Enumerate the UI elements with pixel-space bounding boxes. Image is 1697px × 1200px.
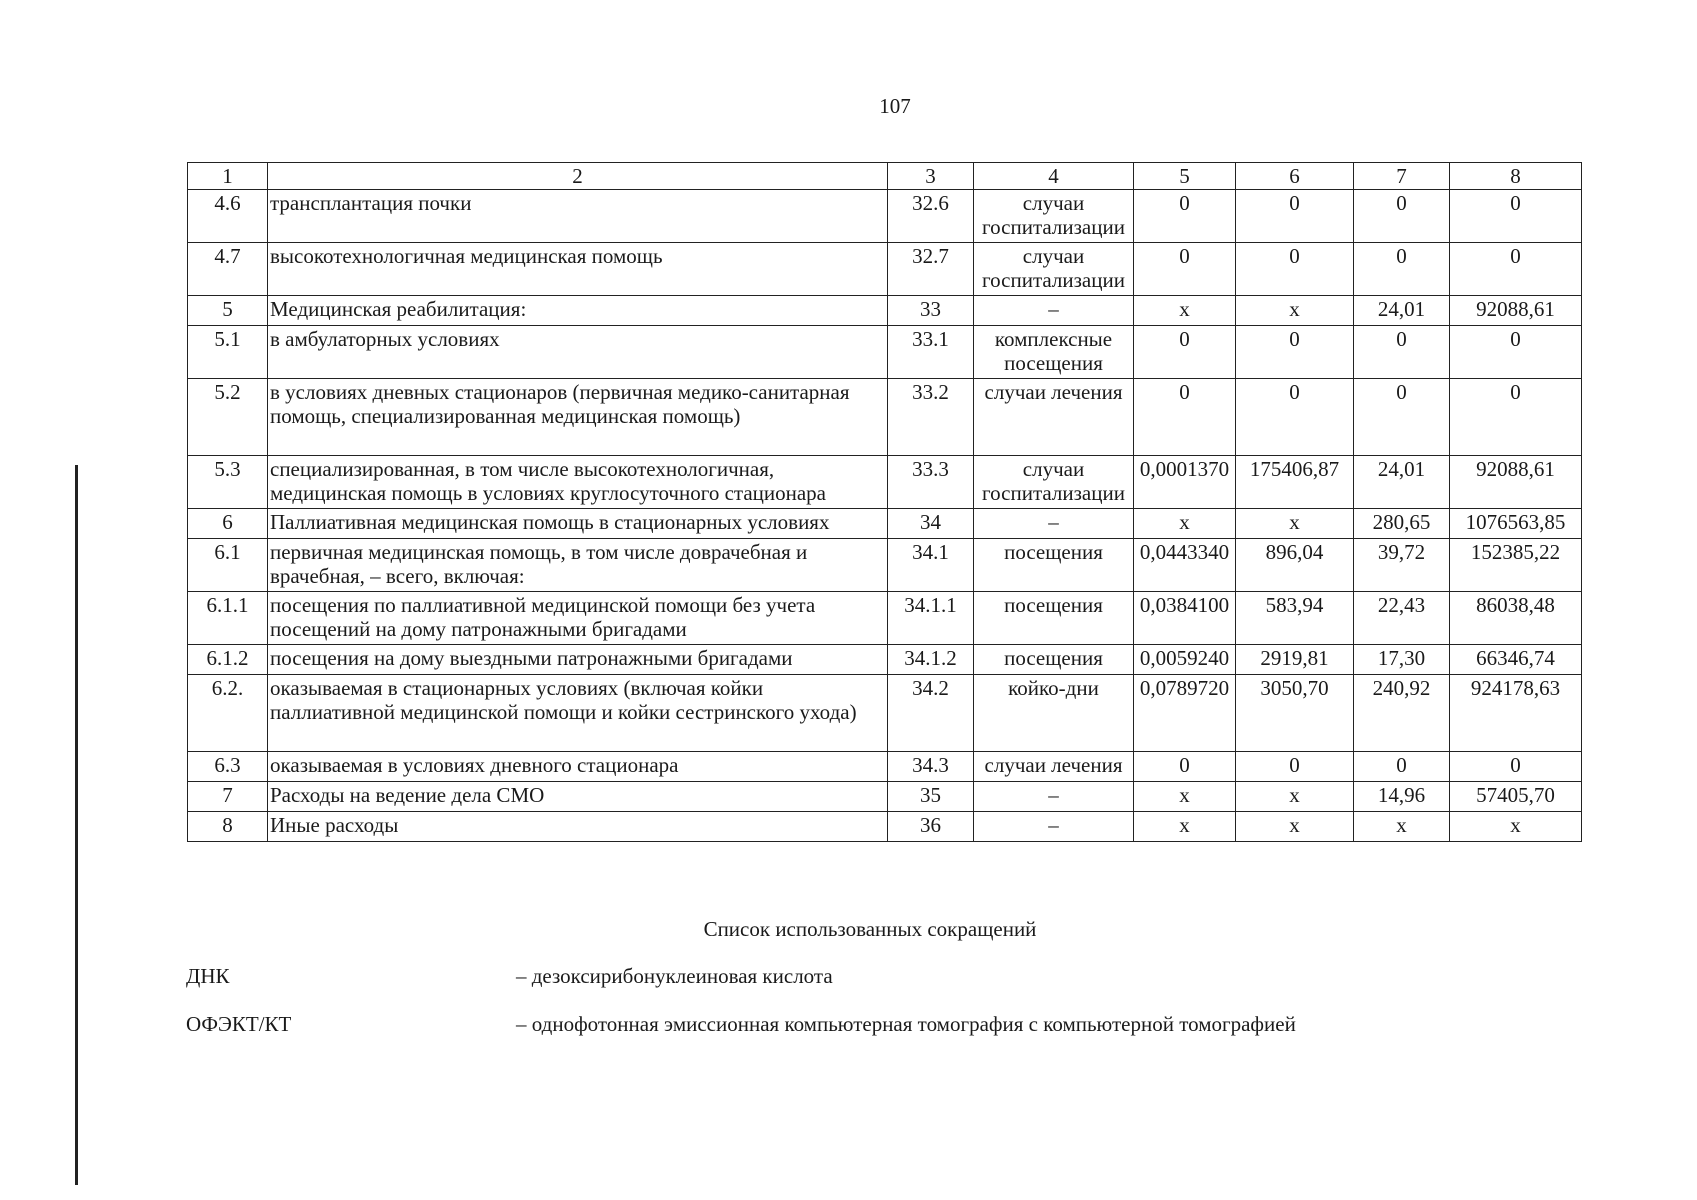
- volume-norm-cell: х: [1134, 782, 1236, 812]
- header-cell: 7: [1354, 163, 1450, 190]
- table-row: [188, 645, 1582, 675]
- table-row: [188, 243, 1582, 296]
- unit-cell: случаи лечения: [974, 379, 1134, 456]
- table-row: [188, 812, 1582, 842]
- cost-norm-cell: 0: [1236, 243, 1354, 296]
- header-cell: 6: [1236, 163, 1354, 190]
- volume-norm-cell: 0: [1134, 243, 1236, 296]
- row-number-cell: 5.1: [188, 326, 268, 379]
- line-code-cell: 34: [888, 509, 974, 539]
- per-capita-cell: 14,96: [1354, 782, 1450, 812]
- cost-norm-cell: 0: [1236, 752, 1354, 782]
- unit-cell: случаи госпитализации: [974, 456, 1134, 509]
- row-number-cell: 6.3: [188, 752, 268, 782]
- row-number-cell: 4.6: [188, 190, 268, 243]
- indicator-name-cell: Расходы на ведение дела СМО: [268, 782, 888, 812]
- row-number-cell: 5.2: [188, 379, 268, 456]
- volume-norm-cell: 0: [1134, 752, 1236, 782]
- volume-norm-cell: 0,0384100: [1134, 592, 1236, 645]
- indicator-name-cell: высокотехнологичная медицинская помощь: [268, 243, 888, 296]
- volume-norm-cell: 0,0789720: [1134, 675, 1236, 752]
- per-capita-cell: х: [1354, 812, 1450, 842]
- table-row: [188, 326, 1582, 379]
- indicator-name-cell: Иные расходы: [268, 812, 888, 842]
- volume-norm-cell: 0,0443340: [1134, 539, 1236, 592]
- volume-norm-cell: 0: [1134, 326, 1236, 379]
- unit-cell: койко-дни: [974, 675, 1134, 752]
- cost-norm-cell: 175406,87: [1236, 456, 1354, 509]
- indicator-name-cell: в амбулаторных условиях: [268, 326, 888, 379]
- total-cost-cell: 92088,61: [1450, 296, 1582, 326]
- row-number-cell: 6.1.1: [188, 592, 268, 645]
- line-code-cell: 36: [888, 812, 974, 842]
- total-cost-cell: 0: [1450, 326, 1582, 379]
- per-capita-cell: 22,43: [1354, 592, 1450, 645]
- page-number: 107: [879, 94, 911, 118]
- cost-norm-cell: 0: [1236, 326, 1354, 379]
- unit-cell: –: [974, 509, 1134, 539]
- volume-norm-cell: х: [1134, 812, 1236, 842]
- cost-norm-cell: 2919,81: [1236, 645, 1354, 675]
- cost-norm-cell: х: [1236, 296, 1354, 326]
- line-code-cell: 33.3: [888, 456, 974, 509]
- abbreviation-definition: – однофотонная эмиссионная компьютерная томография с компьютерной томографией: [516, 1012, 1296, 1036]
- total-cost-cell: х: [1450, 812, 1582, 842]
- per-capita-cell: 0: [1354, 752, 1450, 782]
- total-cost-cell: 0: [1450, 243, 1582, 296]
- unit-cell: случаи госпитализации: [974, 190, 1134, 243]
- header-cell: 3: [888, 163, 974, 190]
- header-cell: 2: [268, 163, 888, 190]
- indicator-name-cell: посещения по паллиативной медицинской помощи без учета посещений на дому патронажными бригадами: [268, 592, 888, 645]
- table-row: [188, 190, 1582, 243]
- total-cost-cell: 152385,22: [1450, 539, 1582, 592]
- volume-norm-cell: 0,0001370: [1134, 456, 1236, 509]
- indicator-name-cell: специализированная, в том числе высокотехнологичная, медицинская помощь в условиях круглосуточного стационара: [268, 456, 888, 509]
- row-number-cell: 6.2.: [188, 675, 268, 752]
- per-capita-cell: 0: [1354, 243, 1450, 296]
- line-code-cell: 34.1.1: [888, 592, 974, 645]
- table-row: [188, 675, 1582, 752]
- row-number-cell: 8: [188, 812, 268, 842]
- cost-norm-cell: 0: [1236, 190, 1354, 243]
- abbreviations-title: Список использованных сокращений: [703, 917, 1037, 941]
- cost-norm-cell: х: [1236, 812, 1354, 842]
- line-code-cell: 32.7: [888, 243, 974, 296]
- total-cost-cell: 92088,61: [1450, 456, 1582, 509]
- indicator-name-cell: первичная медицинская помощь, в том числе доврачебная и врачебная, – всего, включая:: [268, 539, 888, 592]
- unit-cell: случаи лечения: [974, 752, 1134, 782]
- per-capita-cell: 24,01: [1354, 456, 1450, 509]
- line-code-cell: 34.1.2: [888, 645, 974, 675]
- line-code-cell: 34.3: [888, 752, 974, 782]
- row-number-cell: 6: [188, 509, 268, 539]
- data-table-container: [187, 162, 1582, 842]
- per-capita-cell: 0: [1354, 379, 1450, 456]
- unit-cell: посещения: [974, 592, 1134, 645]
- header-cell: 5: [1134, 163, 1236, 190]
- indicator-name-cell: посещения на дому выездными патронажными бригадами: [268, 645, 888, 675]
- total-cost-cell: 924178,63: [1450, 675, 1582, 752]
- table-header-row: [188, 163, 1582, 190]
- table-row: [188, 456, 1582, 509]
- per-capita-cell: 280,65: [1354, 509, 1450, 539]
- table-row: [188, 539, 1582, 592]
- cost-norm-cell: 583,94: [1236, 592, 1354, 645]
- indicator-name-cell: оказываемая в условиях дневного стационара: [268, 752, 888, 782]
- header-cell: 4: [974, 163, 1134, 190]
- total-cost-cell: 0: [1450, 379, 1582, 456]
- volume-norm-cell: 0: [1134, 190, 1236, 243]
- abbreviation-term: ОФЭКТ/КТ: [186, 1012, 292, 1036]
- row-number-cell: 5.3: [188, 456, 268, 509]
- per-capita-cell: 17,30: [1354, 645, 1450, 675]
- total-cost-cell: 1076563,85: [1450, 509, 1582, 539]
- scan-margin-line: [75, 465, 78, 1185]
- line-code-cell: 33.1: [888, 326, 974, 379]
- header-cell: 1: [188, 163, 268, 190]
- header-cell: 8: [1450, 163, 1582, 190]
- indicator-name-cell: оказываемая в стационарных условиях (включая койки паллиативной медицинской помощи и койки сестринского ухода): [268, 675, 888, 752]
- cost-norm-cell: 0: [1236, 379, 1354, 456]
- unit-cell: комплексные посещения: [974, 326, 1134, 379]
- cost-norm-cell: х: [1236, 782, 1354, 812]
- indicator-name-cell: Паллиативная медицинская помощь в стационарных условиях: [268, 509, 888, 539]
- row-number-cell: 4.7: [188, 243, 268, 296]
- per-capita-cell: 24,01: [1354, 296, 1450, 326]
- per-capita-cell: 39,72: [1354, 539, 1450, 592]
- line-code-cell: 34.1: [888, 539, 974, 592]
- row-number-cell: 7: [188, 782, 268, 812]
- unit-cell: –: [974, 812, 1134, 842]
- indicator-name-cell: Медицинская реабилитация:: [268, 296, 888, 326]
- line-code-cell: 34.2: [888, 675, 974, 752]
- data-table: [187, 162, 1582, 842]
- unit-cell: –: [974, 782, 1134, 812]
- table-row: [188, 509, 1582, 539]
- table-row: [188, 752, 1582, 782]
- line-code-cell: 33.2: [888, 379, 974, 456]
- total-cost-cell: 86038,48: [1450, 592, 1582, 645]
- per-capita-cell: 0: [1354, 190, 1450, 243]
- line-code-cell: 35: [888, 782, 974, 812]
- unit-cell: посещения: [974, 645, 1134, 675]
- table-row: [188, 379, 1582, 456]
- volume-norm-cell: х: [1134, 509, 1236, 539]
- table-row: [188, 592, 1582, 645]
- volume-norm-cell: 0,0059240: [1134, 645, 1236, 675]
- cost-norm-cell: х: [1236, 509, 1354, 539]
- table-row: [188, 296, 1582, 326]
- total-cost-cell: 66346,74: [1450, 645, 1582, 675]
- line-code-cell: 32.6: [888, 190, 974, 243]
- total-cost-cell: 0: [1450, 190, 1582, 243]
- volume-norm-cell: х: [1134, 296, 1236, 326]
- unit-cell: случаи госпитализации: [974, 243, 1134, 296]
- table-row: [188, 782, 1582, 812]
- line-code-cell: 33: [888, 296, 974, 326]
- indicator-name-cell: трансплантация почки: [268, 190, 888, 243]
- abbreviation-definition: – дезоксирибонуклеиновая кислота: [516, 964, 833, 988]
- row-number-cell: 6.1.2: [188, 645, 268, 675]
- unit-cell: –: [974, 296, 1134, 326]
- unit-cell: посещения: [974, 539, 1134, 592]
- cost-norm-cell: 896,04: [1236, 539, 1354, 592]
- per-capita-cell: 240,92: [1354, 675, 1450, 752]
- row-number-cell: 6.1: [188, 539, 268, 592]
- per-capita-cell: 0: [1354, 326, 1450, 379]
- total-cost-cell: 0: [1450, 752, 1582, 782]
- indicator-name-cell: в условиях дневных стационаров (первичная медико-санитарная помощь, специализированная медицинская помощь): [268, 379, 888, 456]
- cost-norm-cell: 3050,70: [1236, 675, 1354, 752]
- row-number-cell: 5: [188, 296, 268, 326]
- total-cost-cell: 57405,70: [1450, 782, 1582, 812]
- abbreviation-term: ДНК: [186, 964, 230, 988]
- volume-norm-cell: 0: [1134, 379, 1236, 456]
